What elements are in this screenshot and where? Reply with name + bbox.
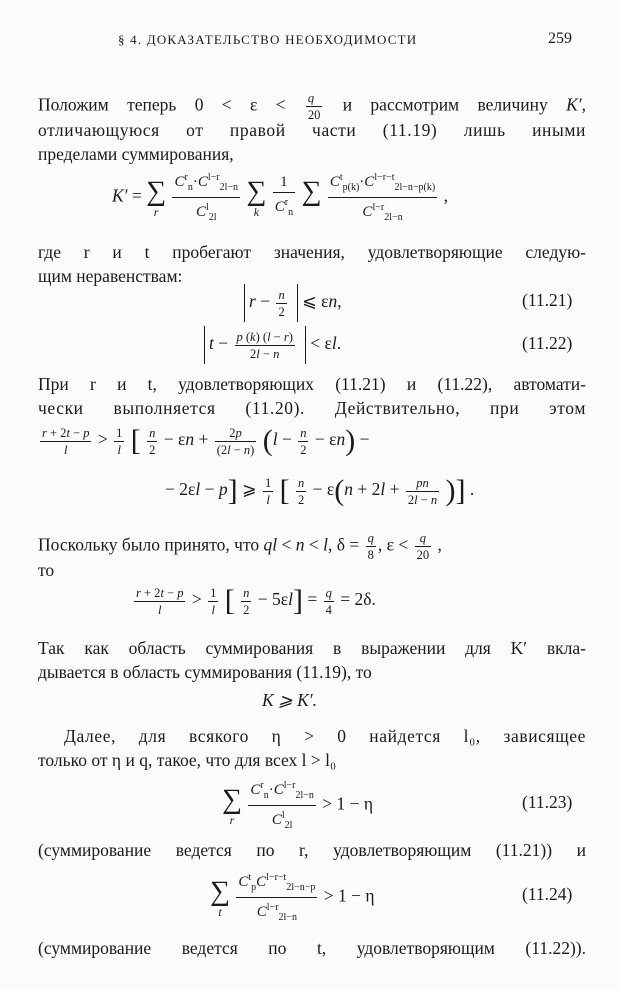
paragraph-1-line-3: пределами суммирования, <box>38 144 234 164</box>
equation-number-11-21: (11.21) <box>522 290 573 310</box>
equation-number-11-23: (11.23) <box>522 792 573 812</box>
k-geq-k-prime: K ⩾ K′. <box>262 690 317 710</box>
paragraph-6-line-2: только от η и q, такое, что для всех l > l₀ <box>38 750 337 770</box>
k-prime-formula: K′ = ∑ r $\frac{C^r_n\cdot C^{l-r}_{2l-n}}{C^l_{2l}}$ ∑ k $\frac{1}{C^r_n}$ ∑ $\frac{C^t_{p(k)}\cdot C^{l-r-t}_{2l-n-p(k)}}{C^{l-r}_{2l-n}}$ , <box>112 168 448 227</box>
long-inequality-line-2: − 2εl − p] ⩾ $\frac{1}{l}$ [ $\frac{n}{2}$ − ε(n + 2l + $\frac{pn}{2l - n}$ )] . <box>165 474 475 507</box>
inequality-11-24: ∑ t $\frac{C^t_pC^{l-r-t}_{2l-n-p}}{C^{l-r}_{2l-n}}$ > 1 − η <box>210 868 375 927</box>
paragraph-1-line-2: отличающуюся от правой части (11.19) лишь иными <box>38 120 586 140</box>
long-inequality-line-1: $\frac{r + 2t - p}{l}$ > $\frac{1}{l}$ [ $\frac{n}{2}$ − εn + $\frac{2p}{(2l - n)}$ (l − $\frac{n}{2}$ − εn) − <box>42 424 370 457</box>
inequality-11-21: r − $\frac{n}{2}$ ⩽ εn, <box>240 284 342 322</box>
paragraph-6-line-1: Далее, для всякого η > 0 найдется l₀, зависящее <box>64 726 586 746</box>
paragraph-2-line-2: щим неравенствам: <box>38 266 183 286</box>
paragraph-4-line-1: Поскольку было принято, что ql < n < l, δ = $\frac{q}{8}$ , ε < $\frac{q}{20}$ , <box>38 531 442 562</box>
paragraph-4-line-2: то <box>38 560 55 580</box>
equation-number-11-24: (11.24) <box>522 884 573 904</box>
paragraph-3-line-1: При r и t, удовлетворяющих (11.21) и (11.22), автомати- <box>38 374 586 394</box>
paragraph-5-line-1: Так как область суммирования в выражении для K′ вкла- <box>38 638 586 658</box>
paragraph-3-line-2: чески выполняется (11.20). Действительно, при этом <box>38 398 586 418</box>
running-header: § 4. ДОКАЗАТЕЛЬСТВО НЕОБХОДИМОСТИ <box>118 32 418 47</box>
result-inequality: $\frac{r + 2t - p}{l}$ > $\frac{1}{l}$ [ $\frac{n}{2}$ − 5εl] = $\frac{q}{4}$ = 2δ. <box>136 584 376 617</box>
page-number: 259 <box>548 30 572 47</box>
inequality-11-23: ∑ r $\frac{C^r_n\cdot C^{l-r}_{2l-n}}{C^l_{2l}}$ > 1 − η <box>222 776 373 835</box>
paragraph-5-line-2: дывается в область суммирования (11.19), то <box>38 662 372 682</box>
paragraph-1-line-1: Положим теперь 0 < ε < $\frac{q}{20}$ и рассмотрим величину K′, <box>38 91 587 122</box>
equation-number-11-22: (11.22) <box>522 333 573 353</box>
inequality-11-22: t − $\frac{p (k) (l - r)}{2l - n}$ < εl. <box>200 326 341 364</box>
paragraph-8: (суммирование ведется по t, удовлетворяющим (11.22)). <box>38 938 586 958</box>
paragraph-2-line-1: где r и t пробегают значения, удовлетворяющие следую- <box>38 242 586 262</box>
paragraph-7: (суммирование ведется по r, удовлетворяющим (11.21)) и <box>38 840 586 860</box>
